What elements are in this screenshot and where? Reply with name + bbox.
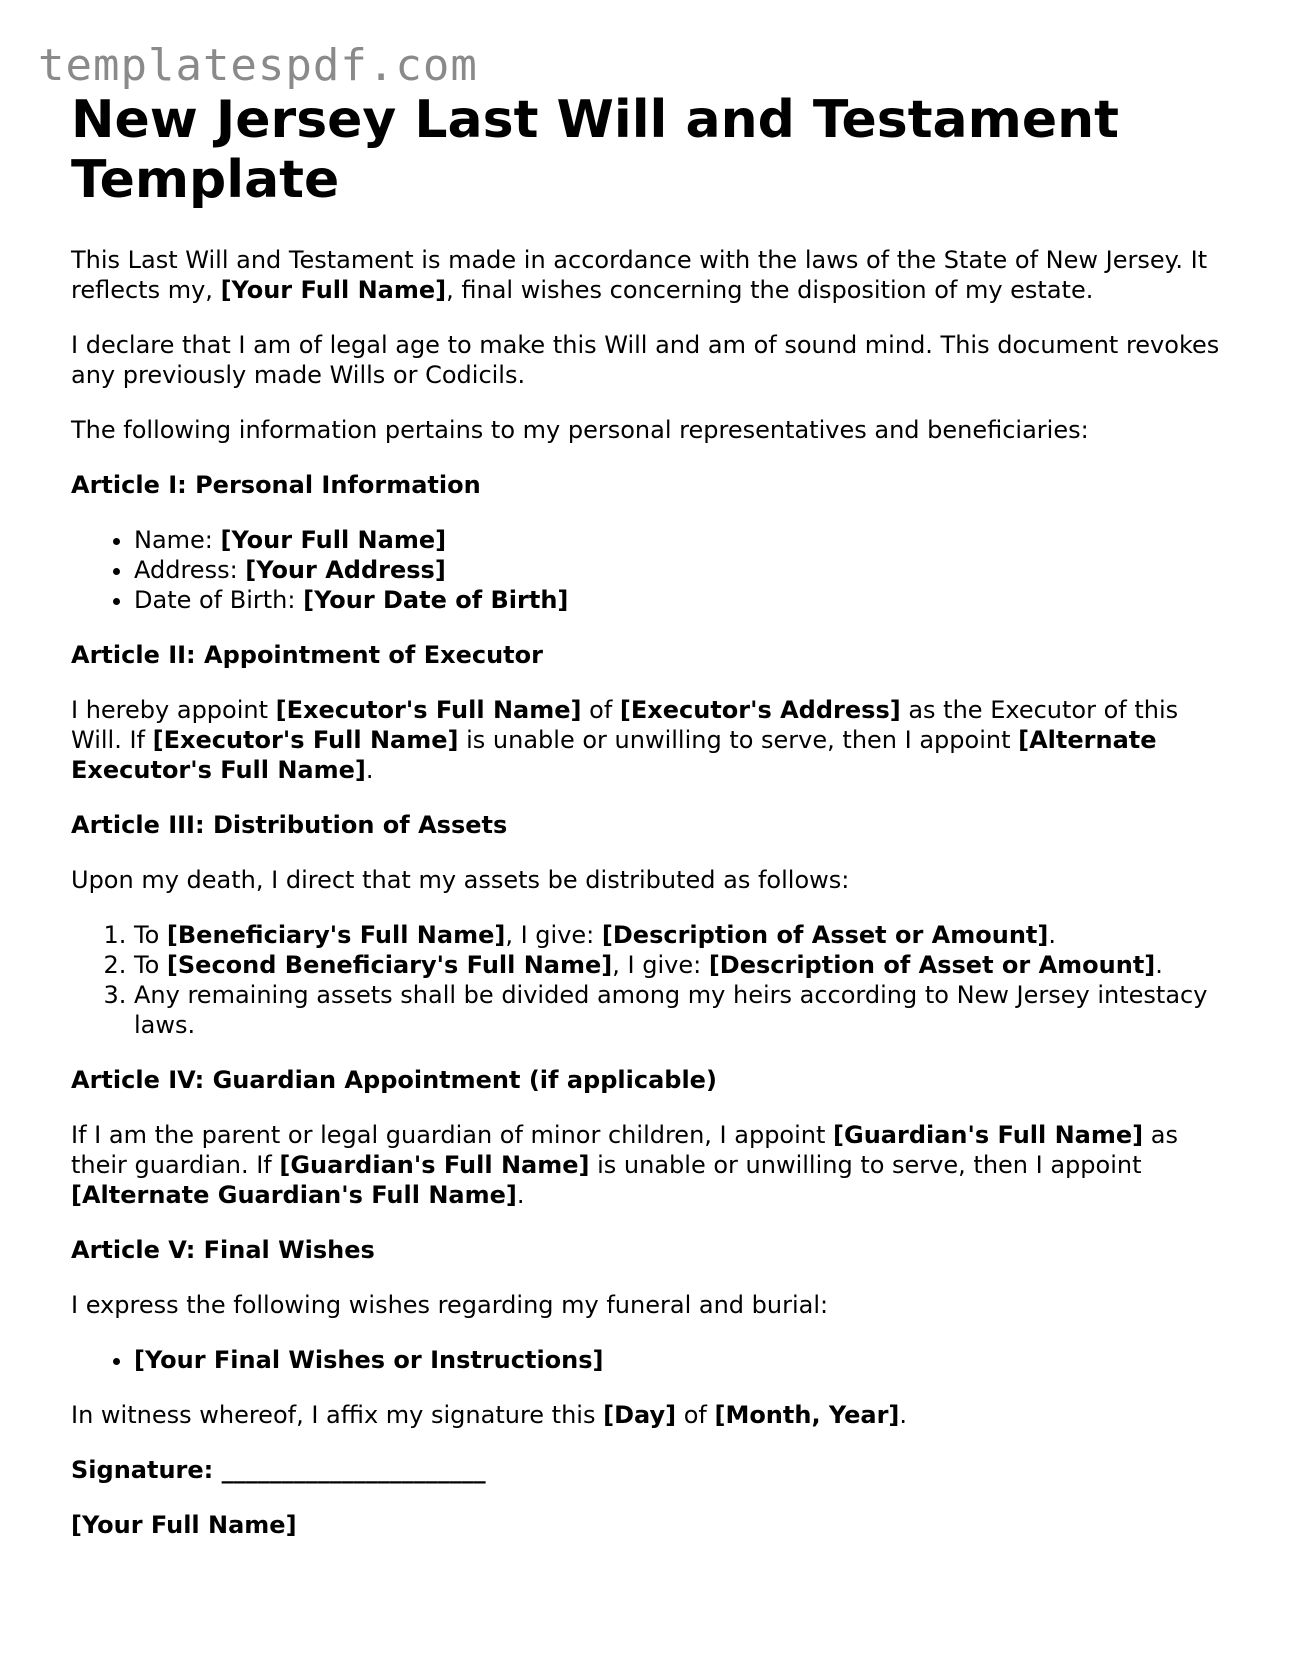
list-item: 1. To [Beneficiary's Full Name], I give: [Description of Asset or Amount]. [134,920,1231,950]
guardian-paragraph: If I am the parent or legal guardian of minor children, I appoint [Guardian's Full Name] as their guardian. If [Guardian's Full Name] is unable or unwilling to serve, then I appoint [Alternate Guardian's Full Name]. [71,1121,1178,1209]
article-4-heading: Article IV: Guardian Appointment (if applicable) [71,1066,717,1094]
distribution-list [71,920,1231,1040]
witness-paragraph: In witness whereof, I affix my signature this [Day] of [Month, Year]. [71,1401,908,1429]
document-page [71,90,1231,1540]
list-item: • Name: [Your Full Name] [134,525,1231,555]
final-wishes-intro: I express the following wishes regarding my funeral and burial: [71,1291,829,1319]
article-5-heading: Article V: Final Wishes [71,1236,375,1264]
executor-paragraph: I hereby appoint [Executor's Full Name] of [Executor's Address] as the Executor of this Will. If [Executor's Full Name] is unable or unwilling to serve, then I appoint [Alternate Executor's Full Name]. [71,696,1179,784]
article-2-heading: Article II: Appointment of Executor [71,641,543,669]
intro-paragraph-3: The following information pertains to my personal representatives and beneficiaries: [71,416,1089,444]
article-1-heading: Article I: Personal Information [71,471,481,499]
list-item: • Address: [Your Address] [134,555,1231,585]
list-item: • [Your Final Wishes or Instructions] [134,1345,1231,1375]
signature-line: Signature: ______________________ [71,1456,486,1484]
distribution-intro: Upon my death, I direct that my assets be distributed as follows: [71,866,850,894]
watermark: templatespdf.com [38,40,478,91]
final-wishes-list [71,1345,1231,1375]
list-item: 2. To [Second Beneficiary's Full Name], I give: [Description of Asset or Amount]. [134,950,1231,980]
signature-name: [Your Full Name] [71,1511,297,1539]
placeholder-full-name: [Your Full Name] [220,276,447,304]
list-item: • Date of Birth: [Your Date of Birth] [134,585,1231,615]
article-3-heading: Article III: Distribution of Assets [71,811,508,839]
intro-paragraph-2: I declare that I am of legal age to make this Will and am of sound mind. This document revokes any previously made Wills or Codicils. [71,331,1220,389]
list-item: 3. Any remaining assets shall be divided among my heirs according to New Jersey intestacy laws. [134,980,1231,1040]
personal-info-list [71,525,1231,615]
page-title: New Jersey Last Will and Testament Template [71,90,1119,210]
intro-paragraph-1: This Last Will and Testament is made in accordance with the laws of the State of New Jersey. It reflects my, [Your Full Name], final wishes concerning the disposition of my estate. [71,246,1208,304]
